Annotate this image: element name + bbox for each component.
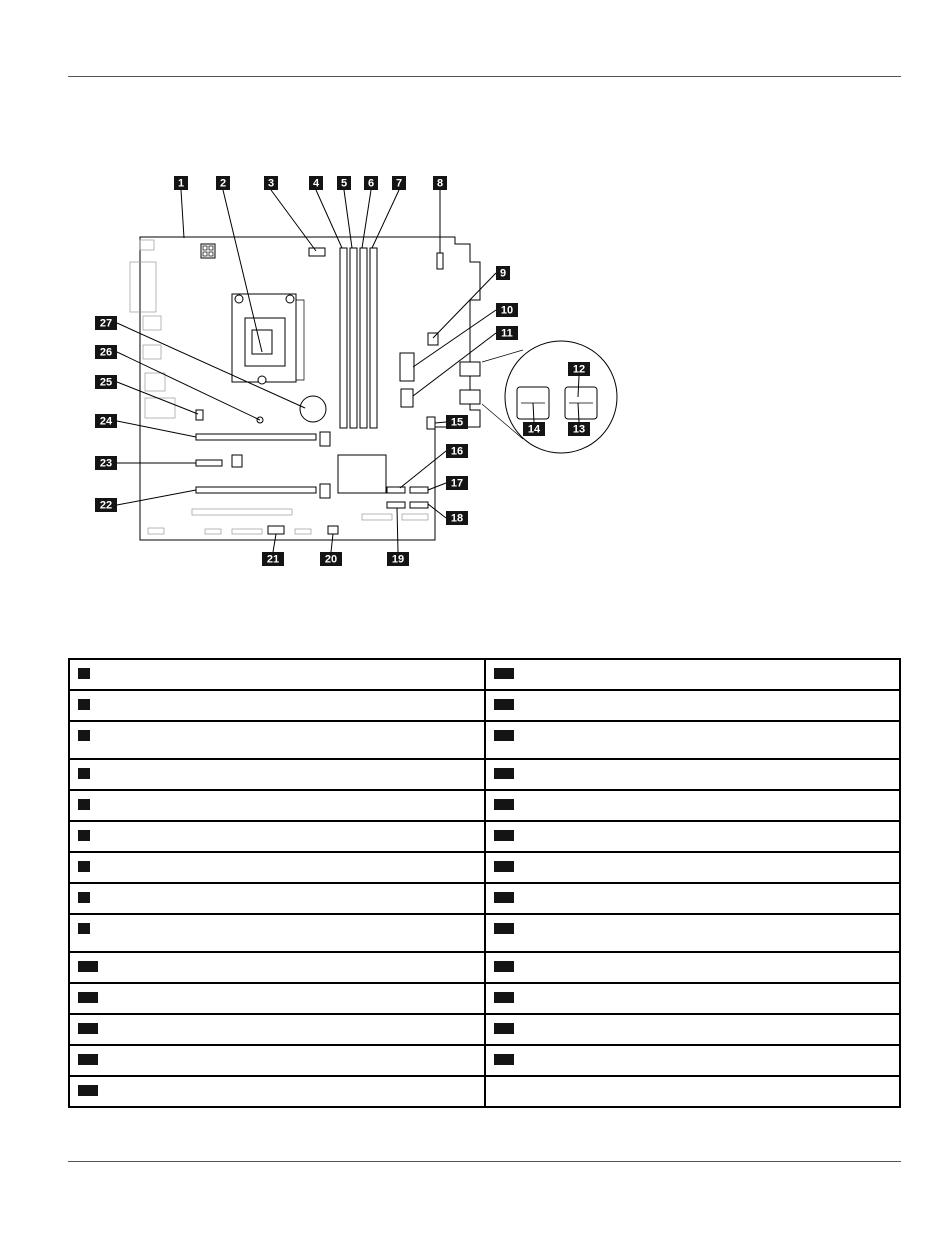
- pcie-x1-slot: [196, 460, 222, 466]
- callout-20: [320, 552, 342, 566]
- callout-5: [337, 176, 351, 190]
- callout-number: 4: [312, 177, 320, 190]
- callout-number: 19: [391, 553, 405, 566]
- callout-1: [174, 176, 188, 190]
- table-cell-15: [485, 659, 901, 690]
- table-cell-content: [70, 722, 484, 741]
- table-cell-19: [485, 790, 901, 821]
- table-row: [69, 883, 900, 914]
- cpu-socket: [232, 294, 304, 384]
- callout-11: [496, 326, 518, 340]
- table-row: [69, 1014, 900, 1045]
- table-cell-content: [70, 760, 484, 779]
- callout-badge: [494, 992, 514, 1003]
- callout-number: 24: [99, 415, 113, 428]
- table-cell-5: [69, 790, 485, 821]
- callout-badge: [494, 668, 514, 679]
- callout-number: 25: [99, 376, 113, 389]
- table-cell-content: [486, 691, 900, 710]
- callout-17: [446, 476, 468, 490]
- table-row: [69, 852, 900, 883]
- callout-10: [496, 303, 518, 317]
- callout-7: [392, 176, 406, 190]
- callout-badge: [494, 768, 514, 779]
- callout-badge: [78, 1085, 98, 1096]
- table-cell-7: [69, 852, 485, 883]
- table-row: [69, 1045, 900, 1076]
- table-cell-content: [70, 691, 484, 710]
- callout-badge: [494, 861, 514, 872]
- table-row: [69, 983, 900, 1014]
- coin-cell-battery: [300, 396, 326, 422]
- table-cell-20: [485, 821, 901, 852]
- table-cell-17: [485, 721, 901, 759]
- callout-18: [446, 511, 468, 525]
- table-cell-content: [70, 953, 484, 972]
- table-cell-empty: [485, 1076, 901, 1107]
- callout-badge: [494, 699, 514, 710]
- table-cell-9: [69, 914, 485, 952]
- callout-badge: [494, 1054, 514, 1065]
- table-cell-content: [486, 1046, 900, 1065]
- callout-23: [95, 456, 117, 470]
- callout-number: 1: [177, 177, 185, 190]
- table-cell-content: [70, 1046, 484, 1065]
- callout-19: [387, 552, 409, 566]
- callout-badge: [494, 892, 514, 903]
- table-cell-content: [486, 822, 900, 841]
- table-cell-2: [69, 690, 485, 721]
- table-cell-content: [70, 984, 484, 1003]
- table-row: [69, 914, 900, 952]
- callout-15: [446, 415, 468, 429]
- callout-9: [496, 266, 510, 280]
- callout-badge: [494, 923, 514, 934]
- table-cell-24: [485, 952, 901, 983]
- callout-number: 22: [99, 499, 113, 512]
- callout-number: 14: [527, 423, 541, 436]
- callout-badge: [78, 861, 90, 872]
- table-row: [69, 690, 900, 721]
- table-cell-content: [486, 760, 900, 779]
- table-row: [69, 1076, 900, 1107]
- callout-22: [95, 498, 117, 512]
- callout-badge: [78, 799, 90, 810]
- table-cell-16: [485, 690, 901, 721]
- table-cell-content: [70, 822, 484, 841]
- table-cell-content: [486, 953, 900, 972]
- callout-21: [262, 552, 284, 566]
- table-cell-27: [485, 1045, 901, 1076]
- callout-badge: [78, 892, 90, 903]
- callout-number: 5: [340, 177, 348, 190]
- callout-badge: [78, 699, 90, 710]
- callout-badge: [494, 799, 514, 810]
- callout-24: [95, 414, 117, 428]
- pcie-x16-slot-2: [196, 487, 316, 493]
- callout-badge: [78, 961, 98, 972]
- table-cell-6: [69, 821, 485, 852]
- callout-27: [95, 316, 117, 330]
- callout-number: 18: [450, 512, 464, 525]
- table-cell-content: [486, 660, 900, 679]
- callout-13: [568, 422, 590, 436]
- callout-badge: [78, 923, 90, 934]
- table-cell-content: [70, 915, 484, 934]
- callout-8: [433, 176, 447, 190]
- callout-number: 16: [450, 445, 464, 458]
- callout-number: 11: [501, 327, 513, 340]
- table-cell-13: [69, 1045, 485, 1076]
- callout-badge: [494, 1023, 514, 1034]
- callout-16: [446, 444, 468, 458]
- table-cell-content: [486, 884, 900, 903]
- callout-number: 7: [395, 177, 403, 190]
- table-cell-22: [485, 883, 901, 914]
- callout-badge: [78, 768, 90, 779]
- table-row: [69, 952, 900, 983]
- callout-number: 12: [572, 363, 586, 376]
- table-cell-content: [70, 1077, 484, 1096]
- table-cell-content: [70, 884, 484, 903]
- callout-number: 8: [436, 177, 444, 190]
- cpu-power-connector: [201, 244, 215, 258]
- motherboard-outline: [140, 237, 480, 540]
- table-cell-3: [69, 721, 485, 759]
- table-row: [69, 659, 900, 690]
- component-table: [68, 658, 901, 1108]
- callout-leader-1: [181, 190, 184, 238]
- pcie-x16-slot: [196, 434, 316, 440]
- usb-detail-magnifier: [482, 341, 617, 453]
- callout-number: 15: [450, 416, 464, 429]
- table-cell-18: [485, 759, 901, 790]
- callout-4: [309, 176, 323, 190]
- callout-6: [364, 176, 378, 190]
- table-cell-content: [70, 853, 484, 872]
- table-row: [69, 721, 900, 759]
- callout-number: 21: [266, 553, 280, 566]
- table-cell-26: [485, 1014, 901, 1045]
- callout-badge: [78, 730, 90, 741]
- table-cell-10: [69, 952, 485, 983]
- callout-number: 9: [499, 267, 507, 280]
- table-cell-content: [70, 1015, 484, 1034]
- callout-number: 27: [99, 317, 113, 330]
- table-cell-content: [486, 984, 900, 1003]
- table-cell-23: [485, 914, 901, 952]
- table-row: [69, 821, 900, 852]
- table-cell-content: [486, 1015, 900, 1034]
- table-row: [69, 759, 900, 790]
- fan-connector: [309, 248, 325, 256]
- table-cell-content: [486, 791, 900, 810]
- table-cell-content: [70, 660, 484, 679]
- table-cell-11: [69, 983, 485, 1014]
- callout-number: 6: [367, 177, 375, 190]
- callout-2: [216, 176, 230, 190]
- callout-number: 2: [219, 177, 227, 190]
- table-cell-content: [486, 915, 900, 934]
- table-cell-content: [486, 853, 900, 872]
- chipset: [338, 455, 386, 493]
- header-connector: [437, 253, 443, 269]
- callout-badge: [494, 830, 514, 841]
- callout-14: [523, 422, 545, 436]
- callout-number: 17: [450, 477, 464, 490]
- callout-badge: [78, 992, 98, 1003]
- callout-number: 13: [572, 423, 586, 436]
- callout-badge: [78, 1023, 98, 1034]
- callout-badge: [494, 961, 514, 972]
- callout-number: 23: [99, 457, 113, 470]
- table-row: [69, 790, 900, 821]
- component-table-wrapper: [68, 658, 901, 1108]
- table-cell-12: [69, 1014, 485, 1045]
- callout-badge: [494, 730, 514, 741]
- callout-26: [95, 345, 117, 359]
- callout-3: [264, 176, 278, 190]
- callout-badge: [78, 668, 90, 679]
- callout-number: 20: [324, 553, 338, 566]
- callout-badge: [78, 830, 90, 841]
- callout-25: [95, 375, 117, 389]
- table-cell-8: [69, 883, 485, 914]
- table-cell-25: [485, 983, 901, 1014]
- callout-number: 26: [99, 346, 113, 359]
- callout-number: 10: [500, 304, 514, 317]
- callout-badge: [78, 1054, 98, 1065]
- table-cell-content: [70, 791, 484, 810]
- callout-12: [568, 362, 590, 376]
- callout-number: 3: [267, 177, 275, 190]
- table-cell-21: [485, 852, 901, 883]
- footer-rule: [68, 1161, 901, 1162]
- table-cell-14: [69, 1076, 485, 1107]
- table-cell-4: [69, 759, 485, 790]
- table-cell-1: [69, 659, 485, 690]
- table-cell-content: [486, 722, 900, 741]
